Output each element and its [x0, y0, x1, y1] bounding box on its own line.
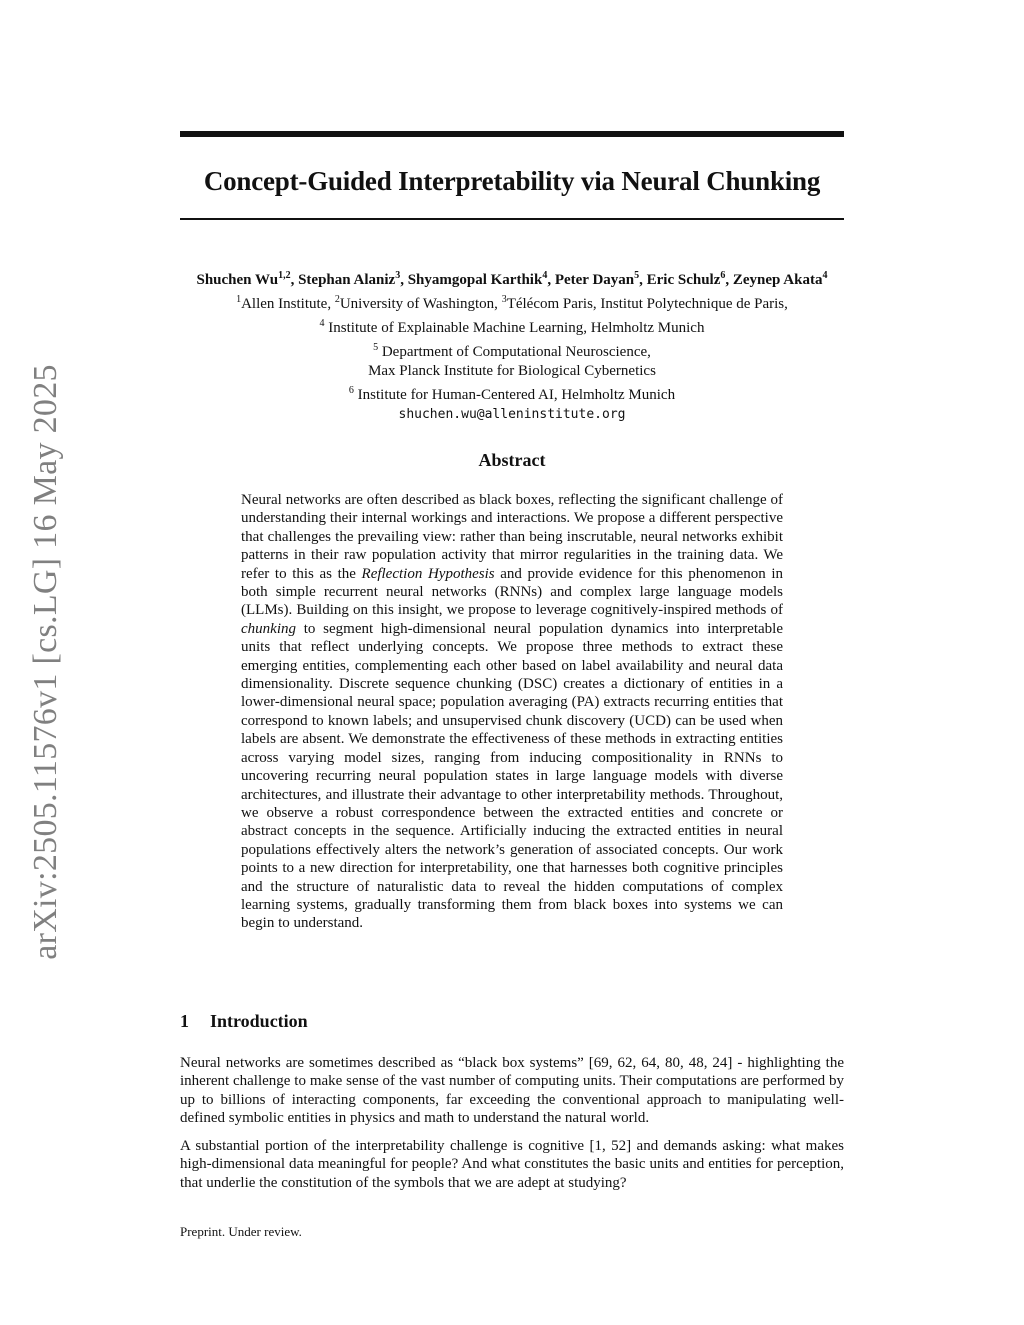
paper-title: Concept-Guided Interpretability via Neural Chunking: [203, 166, 821, 196]
author-name: Eric Schulz: [646, 272, 721, 288]
author-name: Peter Dayan: [554, 272, 635, 288]
author-list: Shuchen Wu$^{1,2}$, Stephan Alaniz$^3$, Shyamgopal Karthik$^4$, Peter Dayan$^5$, Eric Schulz$^6$, Zeynep Akata$^4$: [196, 270, 828, 288]
author-affiliation-mark: 1,2: [278, 270, 291, 281]
title-rule-top: [180, 131, 844, 137]
footer-note: Preprint. Under review.: [180, 1224, 302, 1239]
author-name: Shyamgopal Karthik: [407, 272, 543, 288]
section-number: 1: [180, 1011, 189, 1031]
author-affiliation-mark: 5: [634, 270, 640, 281]
emphasis-reflection-hypothesis: Reflection Hypothesis: [361, 565, 495, 582]
section-heading-introduction: [180, 1009, 308, 1033]
affiliation-line-5: $^6$ Institute for Human-Centered AI, Helmholtz Munich: [348, 385, 676, 403]
author-name: Stephan Alaniz: [298, 272, 396, 288]
abstract-body: Neural networks are often described as black boxes, reflecting the significant challenge of understanding their internal workings and interactions. We propose a different perspective that challenges the prevailing view: rather than being inscrutable, neural networks exhibit patterns in their raw population activity that mirror regularities in the training data. We refer to this as the Reflection Hypothesis and provide evidence for this phenomenon in both simple recurrent neural networks (RNNs) and complex large language models (LLMs). Building on this insight, we propose to leverage cognitively-inspired methods of chunking to segment high-dimensional neural population dynamics into interpretable units that reflect underlying concepts. We propose three methods to extract these emerging entities, complementing each other based on label availability and neural data dimensionality. Discrete sequence chunking (DSC) creates a dictionary of entities in a lower-dimensional neural space; population averaging (PA) extracts recurring entities that correspond to known labels; and unsupervised chunk discovery (UCD) can be used when labels are absent. We demonstrate the effectiveness of these methods in extracting entities across varying model sizes, ranging from inducing compositionality in RNNs to uncovering recurring neural population states in large language models with diverse architectures, and illustrate their advantage to other interpretability methods. Throughout, we observe a robust correspondence between the extracted entities and concrete or abstract concepts in the sequence. Artificially inducing the extracted entities in neural populations effectively alters the network’s generation of associated concepts. Our work points to a new direction for interpretability, one that harnesses both cognitive principles and the structure of naturalistic data to reveal the hidden computations of complex learning systems, gradually transforming them from black boxes into systems we can begin to understand.: [241, 492, 783, 932]
author-name: Shuchen Wu: [196, 272, 279, 288]
author-affiliation-mark: 6: [720, 270, 726, 281]
title-rule-bottom: [180, 218, 844, 220]
author-affiliation-mark: 4: [542, 270, 548, 281]
affiliation-line-3: $^5$ Department of Computational Neuroscience,: [373, 342, 651, 360]
introduction-paragraph-1: Neural networks are sometimes described as “black box systems” [69, 62, 64, 80, 48, 24] - highlighting the inherent challenge to make sense of the vast number of computing units. Their computations are performed by up to billions of interacting components, far exceeding the conventional approach to manipulating well-defined symbolic entities in physics and math to understand the natural world.: [180, 1055, 844, 1127]
affiliation-line-2: $^4$ Institute of Explainable Machine Learning, Helmholtz Munich: [319, 318, 705, 336]
introduction-paragraph-2: A substantial portion of the interpretability challenge is cognitive [1, 52] and demands asking: what makes high-dimensional data meaningful for people? And what constitutes the basic units and entities for perception, that underlie the constitution of the symbols that we are adept at studying?: [180, 1138, 844, 1191]
author-affiliation-mark: 4: [822, 270, 828, 281]
emphasis-chunking: chunking: [241, 620, 296, 637]
author-affiliation-mark: 3: [395, 270, 401, 281]
author-name: Zeynep Akata: [732, 272, 823, 288]
author-block: [180, 266, 844, 424]
section-title: Introduction: [210, 1011, 308, 1031]
abstract-heading: Abstract: [478, 450, 546, 470]
contact-email[interactable]: shuchen.wu@alleninstitute.org: [398, 407, 626, 422]
affiliation-line-4: Max Planck Institute for Biological Cybernetics: [368, 363, 656, 379]
affiliation-line-1: $^1$Allen Institute, $^2$University of Washington, $^3$Télécom Paris, Institut Polytechnique de Paris,: [236, 294, 788, 312]
arxiv-identifier-stamp: arXiv:2505.11576v1 [cs.LG] 16 May 2025: [27, 364, 64, 960]
